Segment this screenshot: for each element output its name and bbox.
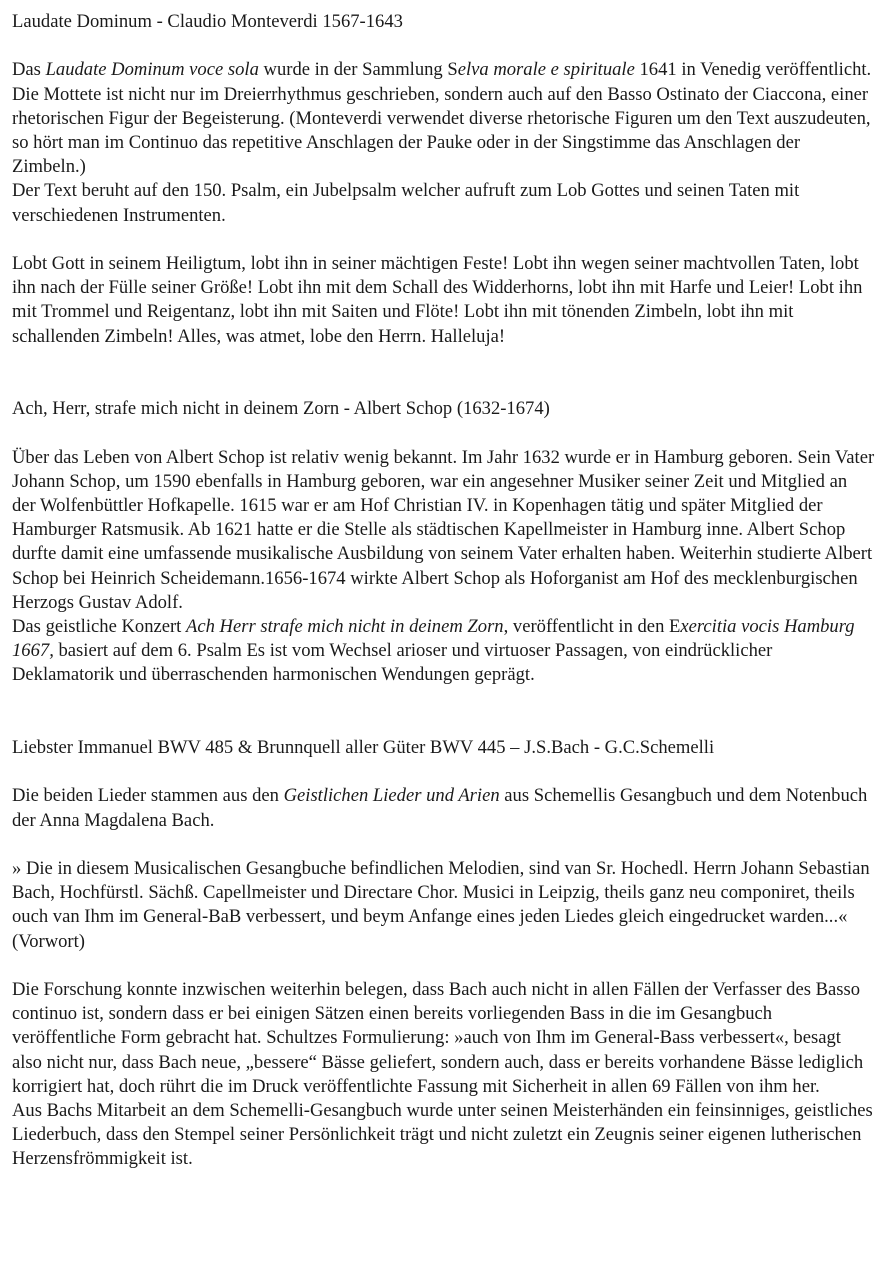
work-title: Geistlichen Lieder und Arien	[283, 785, 500, 807]
schop-bio-paragraph: Über das Leben von Albert Schop ist relativ wenig bekannt. Im Jahr 1632 wurde er in Hamburg geboren. Sein Vater Johann Schop, um 1590 ebenfalls in Hamburg geboren, war ein angesehner Musiker seiner Zeit und Mitglied an der Wolfenbüttler Hofkapelle. 1615 war er am Hof Christian IV. in Kopenhagen tätig und später Mitglied der Hamburger Ratsmusik. Ab 1621 hatte er die Stelle als städtischen Kapellmeister in Hamburg inne. Albert Schop durfte damit eine umfassende musikalische Ausbildung von seinem Vater erhalten haben. Weiterhin studierte Albert Schop bei Heinrich Scheidemann.1656-1674 wirkte Albert Schop als Hoforganist am Hof des mecklenburgischen Herzogs Gustav Adolf.	[12, 446, 875, 613]
preface-quote: » Die in diesem Musicalischen Gesangbuche befindlichen Melodien, sind van Sr. Hochedl. Herrn Johann Sebastian Bach, Hochfürstl. Sächß. Capellmeister und Directare Chor. Musici in Leipzig, theils ganz neu componiret, theils ouch van Ihm im General-BaB verbessert, und beym Anfange eines jeden Liedes gleich eingedrucket warden...« (Vorwort)	[12, 858, 870, 952]
spacer	[12, 833, 875, 857]
spacer	[12, 349, 875, 397]
research-paragraph: Die Forschung konnte inzwischen weiterhin belegen, dass Bach auch nicht in allen Fällen der Verfasser des Basso continuo ist, sondern dass er bei einigen Sätzen einen bereits vorliegenden Bass in die im Gesangbuch veröffentliche Form gebracht hat. Schultzes Formulierung: »auch von Ihm im General-Bass verbessert«, besagt also nicht nur, dass Bach neue, „bessere“ Bässe geliefert, sondern auch, dass er bereits vorhandene Bässe lediglich korrigiert hat, doch rührt die im Druck veröffentlichte Fassung mit Sicherheit in allen 69 Fällen von ihm her.	[12, 979, 864, 1097]
monteverdi-text-note: Der Text beruht auf den 150. Psalm, ein Jubelpsalm welcher aufruft zum Lob Gottes und seinen Taten mit verschiedenen Instrumenten.	[12, 180, 800, 226]
bach-intro-paragraph	[12, 784, 875, 832]
work-title: Laudate Dominum voce sola	[45, 59, 259, 81]
text-run: Die beiden Lieder stammen aus den	[12, 785, 284, 807]
spacer	[12, 954, 875, 978]
text-run: 1641 in Venedig veröffentlicht. Die Mottete ist nicht nur im Dreierrhythmus geschrieben, sondern auch auf den Basso Ostinato der Ciaccona, einer rhetorischen Figur der Begeisterung. (Monteverdi verwendet diverse rhetorische Figuren um den Text auszudeuten, so hört man im Continuo das repetitive Anschlagen der Pauke oder in der Singstimme das Anschlagen der Zimbeln.)	[12, 59, 872, 178]
text-run: basiert auf dem 6. Psalm Es ist vom Wechsel arioser und virtuoser Passagen, von eindrücklicher Deklamatorik und überraschenden harmonischen Wendungen geprägt.	[12, 640, 773, 686]
schop-concert-paragraph	[12, 615, 875, 688]
text-run: Das	[12, 59, 46, 81]
spacer	[12, 421, 875, 445]
section-title-monteverdi: Laudate Dominum - Claudio Monteverdi 1567-1643	[12, 11, 403, 32]
spacer	[12, 760, 875, 784]
collection-title: elva morale e spirituale	[457, 59, 635, 81]
spacer	[12, 688, 875, 736]
text-run: , veröffentlicht in den E	[503, 616, 681, 638]
spacer	[12, 228, 875, 252]
text-run: Das geistliche Konzert	[12, 616, 186, 638]
psalm-text: Lobt Gott in seinem Heiligtum, lobt ihn in seiner mächtigen Feste! Lobt ihn wegen seiner machtvollen Taten, lobt ihn nach der Fülle seiner Größe! Lobt ihn mit dem Schall des Widderhorns, lobt ihn mit Harfe und Leier! Lobt ihn mit Trommel und Reigentanz, lobt ihn mit Saiten und Flöte! Lobt ihn mit tönenden Zimbeln, lobt ihn mit schallenden Zimbeln! Alles, was atmet, lobe den Herrn. Halleluja!	[12, 253, 863, 347]
work-title: Ach Herr strafe mich nicht in deinem Zorn	[186, 616, 504, 638]
section-title-schop: Ach, Herr, strafe mich nicht in deinem Zorn - Albert Schop (1632-1674)	[12, 398, 550, 420]
monteverdi-intro-paragraph	[12, 58, 875, 179]
spacer	[12, 34, 875, 58]
conclusion-paragraph: Aus Bachs Mitarbeit an dem Schemelli-Gesangbuch wurde unter seinen Meisterhänden ein feinsinniges, geistliches Liederbuch, dass den Stempel seiner Persönlichkeit trägt und nicht zuletzt ein Zeugnis seiner eigenen lutherischen Herzensfrömmigkeit ist.	[12, 1100, 873, 1170]
section-title-bach: Liebster Immanuel BWV 485 & Brunnquell aller Güter BWV 445 – J.S.Bach - G.C.Schemelli	[12, 737, 715, 759]
text-run: wurde in der Sammlung S	[258, 59, 458, 81]
source-title: xercitia vocis Hamburg 1667,	[12, 616, 855, 662]
text-run: aus Schemellis Gesangbuch und dem Notenbuch der Anna Magdalena Bach.	[12, 785, 868, 831]
